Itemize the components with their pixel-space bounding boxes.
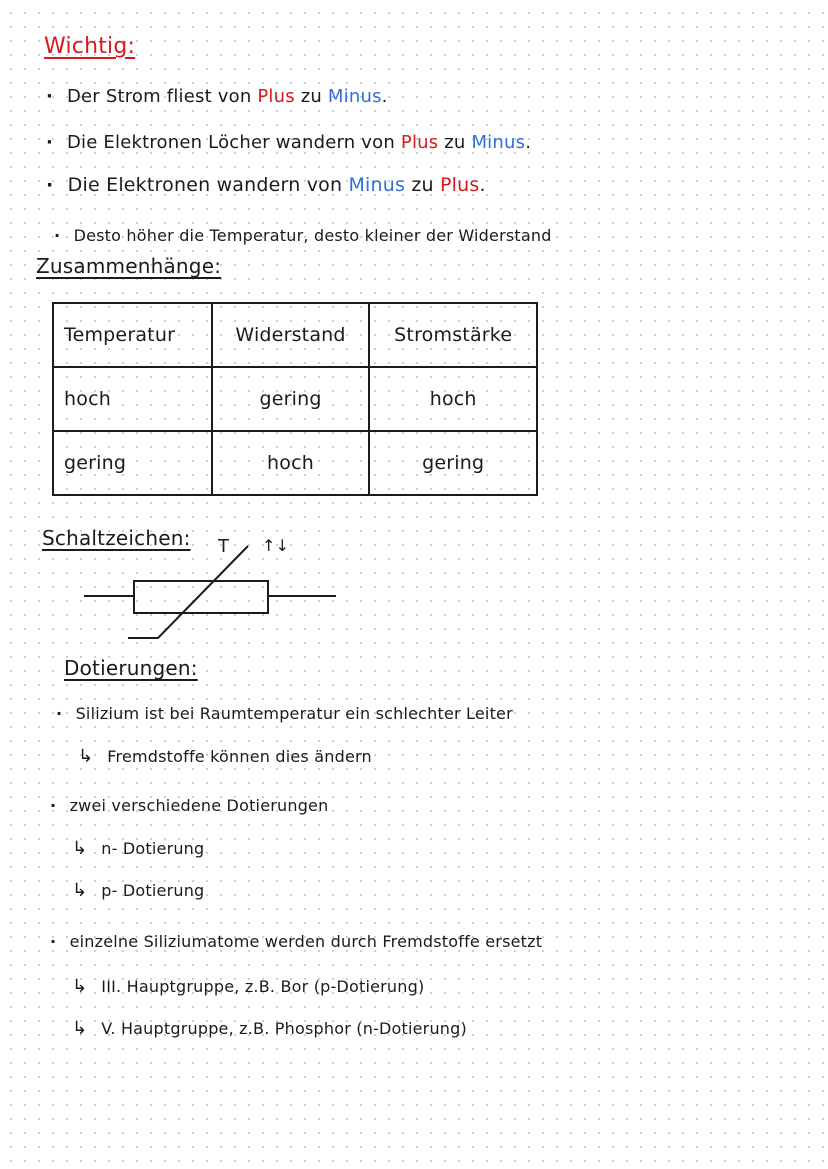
arrow-icon: ↳ <box>72 880 88 901</box>
plus-word: Plus <box>257 86 295 107</box>
table-row <box>53 431 537 495</box>
table-cell: hoch <box>369 367 537 431</box>
table-cell: hoch <box>53 367 212 431</box>
heading-wichtig: Wichtig: <box>44 34 136 59</box>
heading-schaltzeichen: Schaltzeichen: <box>42 526 191 550</box>
symbol-diagonal <box>128 546 248 638</box>
dot-sub-2b <box>72 880 204 901</box>
text: zu <box>438 132 472 153</box>
text: Die Elektronen wandern von <box>67 174 349 196</box>
dot-bullet-2 <box>50 796 328 815</box>
note-line-4 <box>54 226 552 245</box>
arrow-icon: ↳ <box>72 1018 88 1039</box>
text: . <box>479 174 486 196</box>
symbol-body <box>134 581 268 613</box>
arrow-icon: ↳ <box>72 838 88 859</box>
arrow-icon: ↳ <box>72 976 88 997</box>
text: III. Hauptgruppe, z.B. Bor (p-Dotierung) <box>101 977 425 996</box>
table-row <box>53 367 537 431</box>
dot-sub-3b <box>72 1018 467 1039</box>
dot-sub-1 <box>78 746 372 767</box>
plus-word: Plus <box>400 132 439 153</box>
header-cell: Widerstand <box>212 303 370 367</box>
heading-dotierungen: Dotierungen: <box>64 656 198 680</box>
minus-word: Minus <box>348 174 406 196</box>
text: Desto höher die Temperatur, desto kleiner der Widerstand <box>73 226 552 245</box>
dot-bullet-1 <box>56 704 513 723</box>
dot-bullet-3 <box>50 932 542 951</box>
plus-word: Plus <box>440 174 480 196</box>
minus-word: Minus <box>471 132 526 153</box>
text: Silizium ist bei Raumtemperatur ein schlechter Leiter <box>75 704 513 723</box>
text: V. Hauptgruppe, z.B. Phosphor (n-Dotierung) <box>101 1019 467 1038</box>
header-cell: Stromstärke <box>369 303 537 367</box>
minus-word: Minus <box>327 86 382 107</box>
dot-sub-3a <box>72 976 424 997</box>
table-cell: gering <box>212 367 370 431</box>
text: n- Dotierung <box>101 839 205 858</box>
note-line-1 <box>46 86 388 107</box>
heading-zusammenhaenge: Zusammenhänge: <box>36 254 222 278</box>
text: . <box>381 86 388 107</box>
table-cell: hoch <box>212 431 370 495</box>
relation-table <box>52 302 538 496</box>
header-cell: Temperatur <box>53 303 212 367</box>
text: einzelne Siliziumatome werden durch Fremdstoffe ersetzt <box>69 932 543 951</box>
note-line-3 <box>46 174 486 196</box>
table-cell: gering <box>369 431 537 495</box>
note-line-2 <box>46 132 531 153</box>
text: zu <box>405 174 441 196</box>
arrow-icon: ↳ <box>78 746 94 767</box>
table-cell: gering <box>53 431 212 495</box>
text: Die Elektronen Löcher wandern von <box>66 132 401 153</box>
symbol-label-arrows: ↑↓ <box>262 536 290 555</box>
dot-sub-2a <box>72 838 204 859</box>
text: p- Dotierung <box>101 881 205 900</box>
table-header-row <box>53 303 537 367</box>
text: zu <box>294 86 328 107</box>
text: Fremdstoffe können dies ändern <box>107 747 372 766</box>
text: . <box>525 132 532 153</box>
symbol-label-t: T <box>218 536 230 557</box>
text: zwei verschiedene Dotierungen <box>69 796 329 815</box>
thermistor-symbol <box>80 540 350 650</box>
text: Der Strom fliest von <box>66 86 258 107</box>
